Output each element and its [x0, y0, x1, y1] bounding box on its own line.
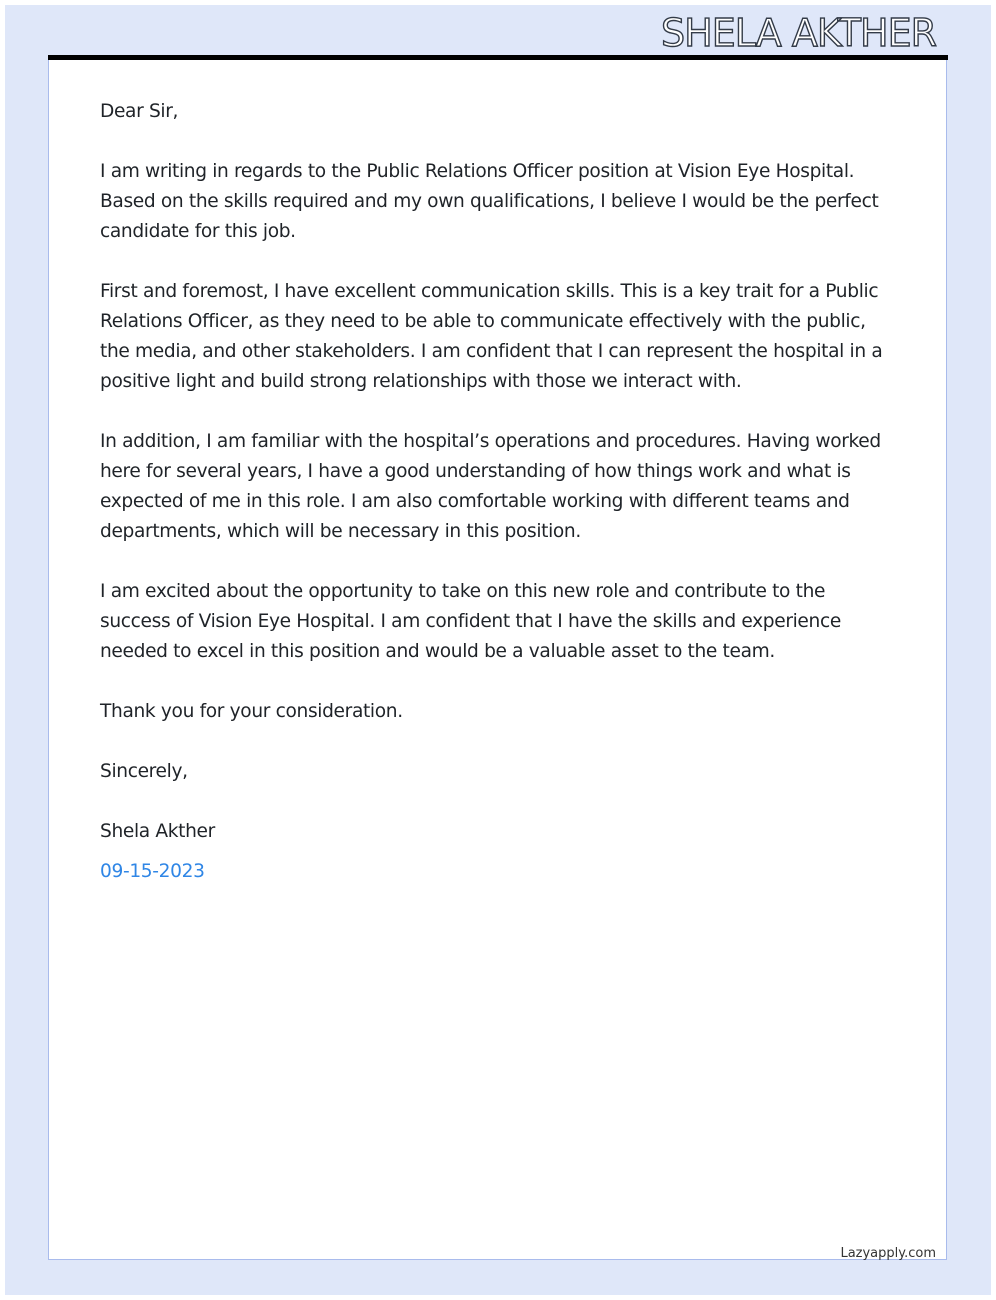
paragraph-experience: In addition, I am familiar with the hospital’s operations and procedures. Having worked here for several years, I have a good understanding of how things work and what is expected of me in this role. I am also comfortable working with different teams and departments, which will be necessary in this position.: [100, 431, 881, 542]
paragraph-closing-statement: I am excited about the opportunity to take on this new role and contribute to the success of Vision Eye Hospital. I am confident that I have the skills and experience needed to excel in this position and would be a valuable asset to the team.: [100, 581, 841, 662]
letter-date: 09-15-2023: [100, 861, 205, 882]
paragraph-intro: I am writing in regards to the Public Relations Officer position at Vision Eye Hospital. Based on the skills required and my own qualifications, I believe I would be the perfect candidate for this job.: [100, 161, 879, 242]
closing: Sincerely,: [100, 761, 188, 782]
signature-name: Shela Akther: [100, 821, 215, 842]
footer-watermark: Lazyapply.com: [840, 1246, 936, 1261]
paragraph-thanks: Thank you for your consideration.: [100, 701, 403, 722]
salutation: Dear Sir,: [100, 101, 179, 122]
paragraph-communication: First and foremost, I have excellent communication skills. This is a key trait for a Public Relations Officer, as they need to be able to communicate effectively with the public, the media, and other stakeholders. I am confident that I can represent the hospital in a positive light and build strong relationships with those we interact with.: [100, 281, 883, 392]
letter-body: [100, 97, 900, 917]
applicant-name-header: SHELA AKTHER: [661, 11, 936, 55]
